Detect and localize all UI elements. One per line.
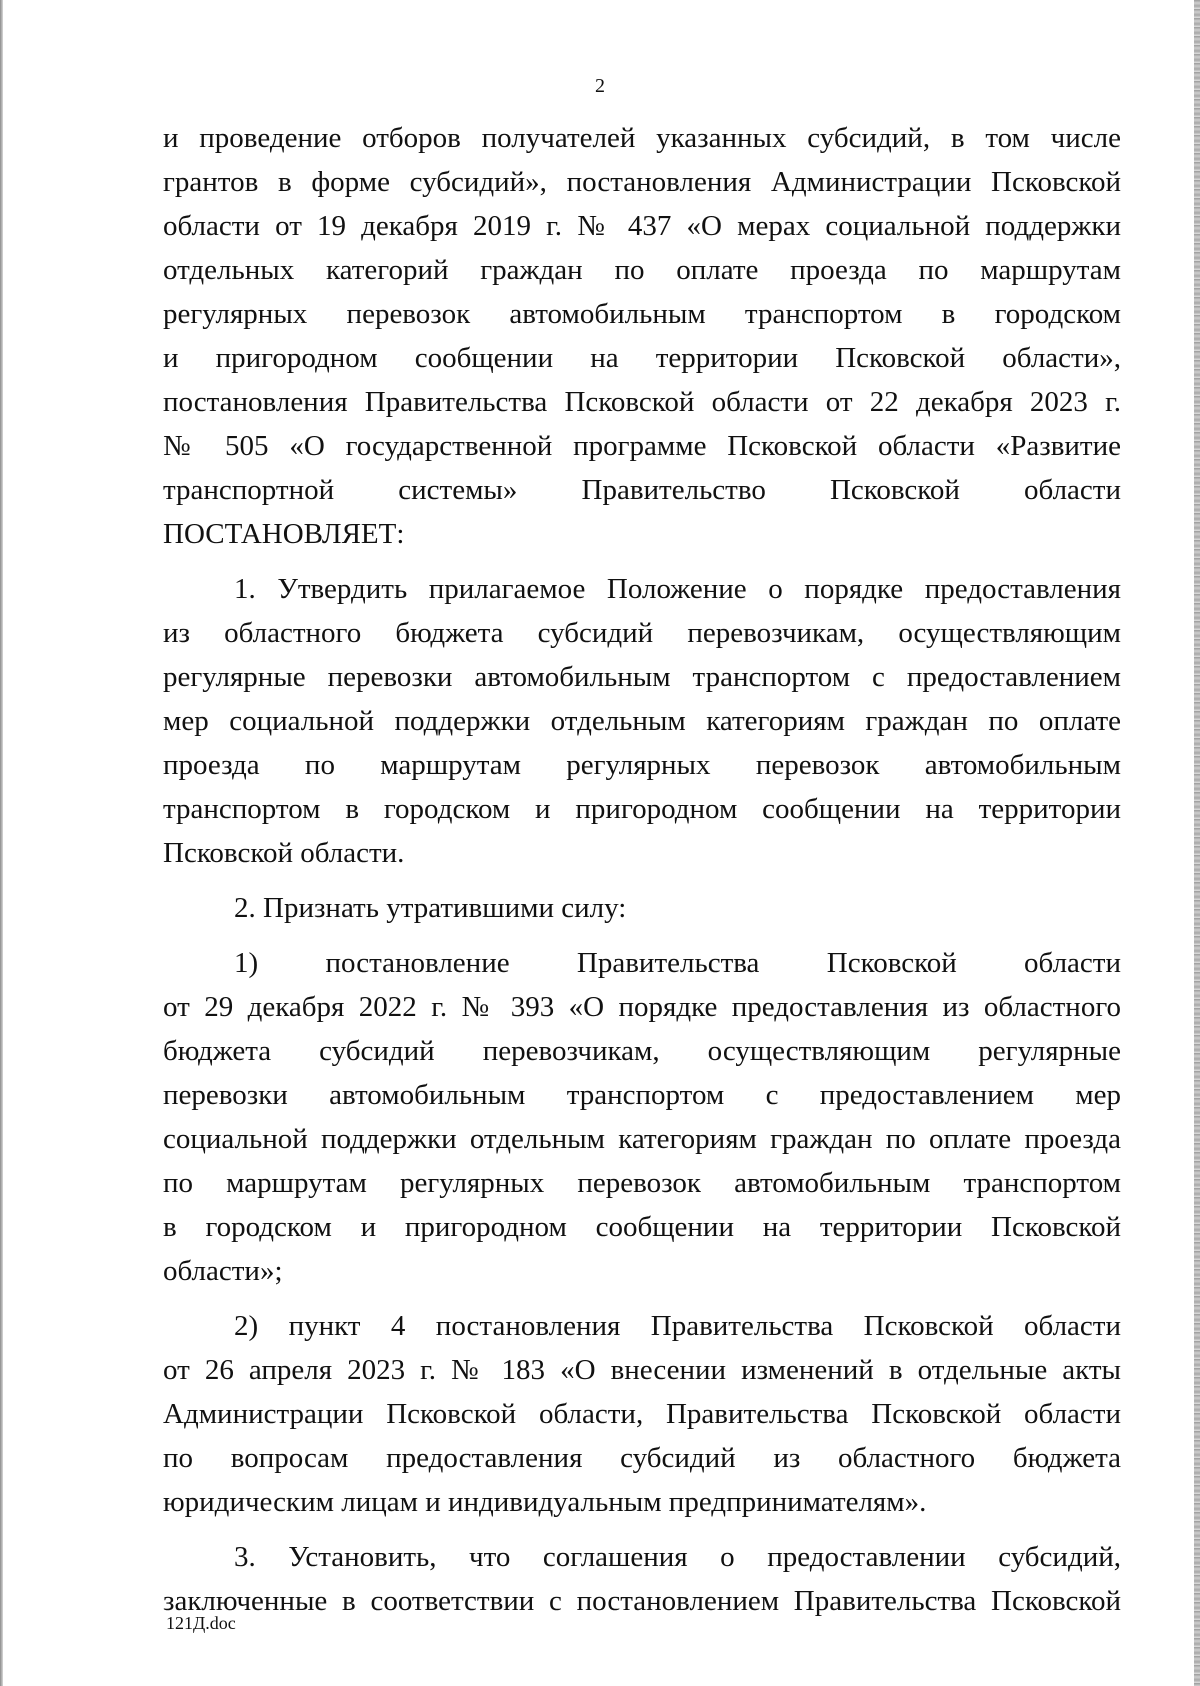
text-line: № 505 «О государственной программе Псковской области «Развитие (163, 430, 1121, 462)
text-line: постановления Правительства Псковской области от 22 декабря 2023 г. (163, 386, 1121, 418)
text-line: бюджета субсидий перевозчикам, осуществляющим регулярные (163, 1035, 1121, 1067)
text-line: грантов в форме субсидий», постановления Администрации Псковской (163, 166, 1121, 198)
page-number: 2 (595, 75, 605, 97)
text-line: от 29 декабря 2022 г. № 393 «О порядке предоставления из областного (163, 991, 1121, 1023)
text-line: транспортом в городском и пригородном сообщении на территории (163, 793, 1121, 825)
paragraph-gap (163, 875, 1121, 886)
text-line: 2. Признать утратившими силу: (234, 892, 627, 924)
scan-edge-left (0, 0, 3, 1686)
text-line: регулярных перевозок автомобильным транспортом в городском (163, 298, 1121, 330)
text-line: по вопросам предоставления субсидий из областного бюджета (163, 1442, 1121, 1474)
text-line: из областного бюджета субсидий перевозчикам, осуществляющим (163, 617, 1121, 649)
text-line: ПОСТАНОВЛЯЕТ: (163, 518, 405, 550)
text-line: юридическим лицам и индивидуальным предпринимателям». (163, 1486, 927, 1518)
text-line: транспортной системы» Правительство Псковской области (163, 474, 1121, 506)
text-line: 1. Утвердить прилагаемое Положение о порядке предоставления (234, 573, 1121, 605)
text-line: области от 19 декабря 2019 г. № 437 «О мерах социальной поддержки (163, 210, 1121, 242)
text-line: социальной поддержки отдельным категориям граждан по оплате проезда (163, 1123, 1121, 1155)
text-line: отдельных категорий граждан по оплате проезда по маршрутам (163, 254, 1121, 286)
text-line: мер социальной поддержки отдельным категориям граждан по оплате (163, 705, 1121, 737)
paragraph-gap (163, 556, 1121, 567)
text-line: и пригородном сообщении на территории Псковской области», (163, 342, 1121, 374)
paragraph-gap (163, 1524, 1121, 1535)
text-line: в городском и пригородном сообщении на территории Псковской (163, 1211, 1121, 1243)
text-line: регулярные перевозки автомобильным транспортом с предоставлением (163, 661, 1121, 693)
scan-edge-right (1194, 0, 1200, 1686)
text-line: заключенные в соответствии с постановлением Правительства Псковской (163, 1585, 1121, 1617)
document-body (163, 116, 1121, 1623)
text-line: Псковской области. (163, 837, 405, 869)
text-line: проезда по маршрутам регулярных перевозок автомобильным (163, 749, 1121, 781)
text-line: Администрации Псковской области, Правительства Псковской области (163, 1398, 1121, 1430)
text-line: и проведение отборов получателей указанных субсидий, в том числе (163, 122, 1121, 154)
text-line: по маршрутам регулярных перевозок автомобильным транспортом (163, 1167, 1121, 1199)
text-line: 1) постановление Правительства Псковской области (234, 947, 1121, 979)
text-line: от 26 апреля 2023 г. № 183 «О внесении изменений в отдельные акты (163, 1354, 1121, 1386)
footer-filename: 121Д.doc (166, 1613, 236, 1633)
paragraph-gap (163, 930, 1121, 941)
text-line: 2) пункт 4 постановления Правительства Псковской области (234, 1310, 1121, 1342)
text-line: перевозки автомобильным транспортом с предоставлением мер (163, 1079, 1121, 1111)
text-line: 3. Установить, что соглашения о предоставлении субсидий, (234, 1541, 1121, 1573)
paragraph-gap (163, 1293, 1121, 1304)
text-line: области»; (163, 1255, 283, 1287)
